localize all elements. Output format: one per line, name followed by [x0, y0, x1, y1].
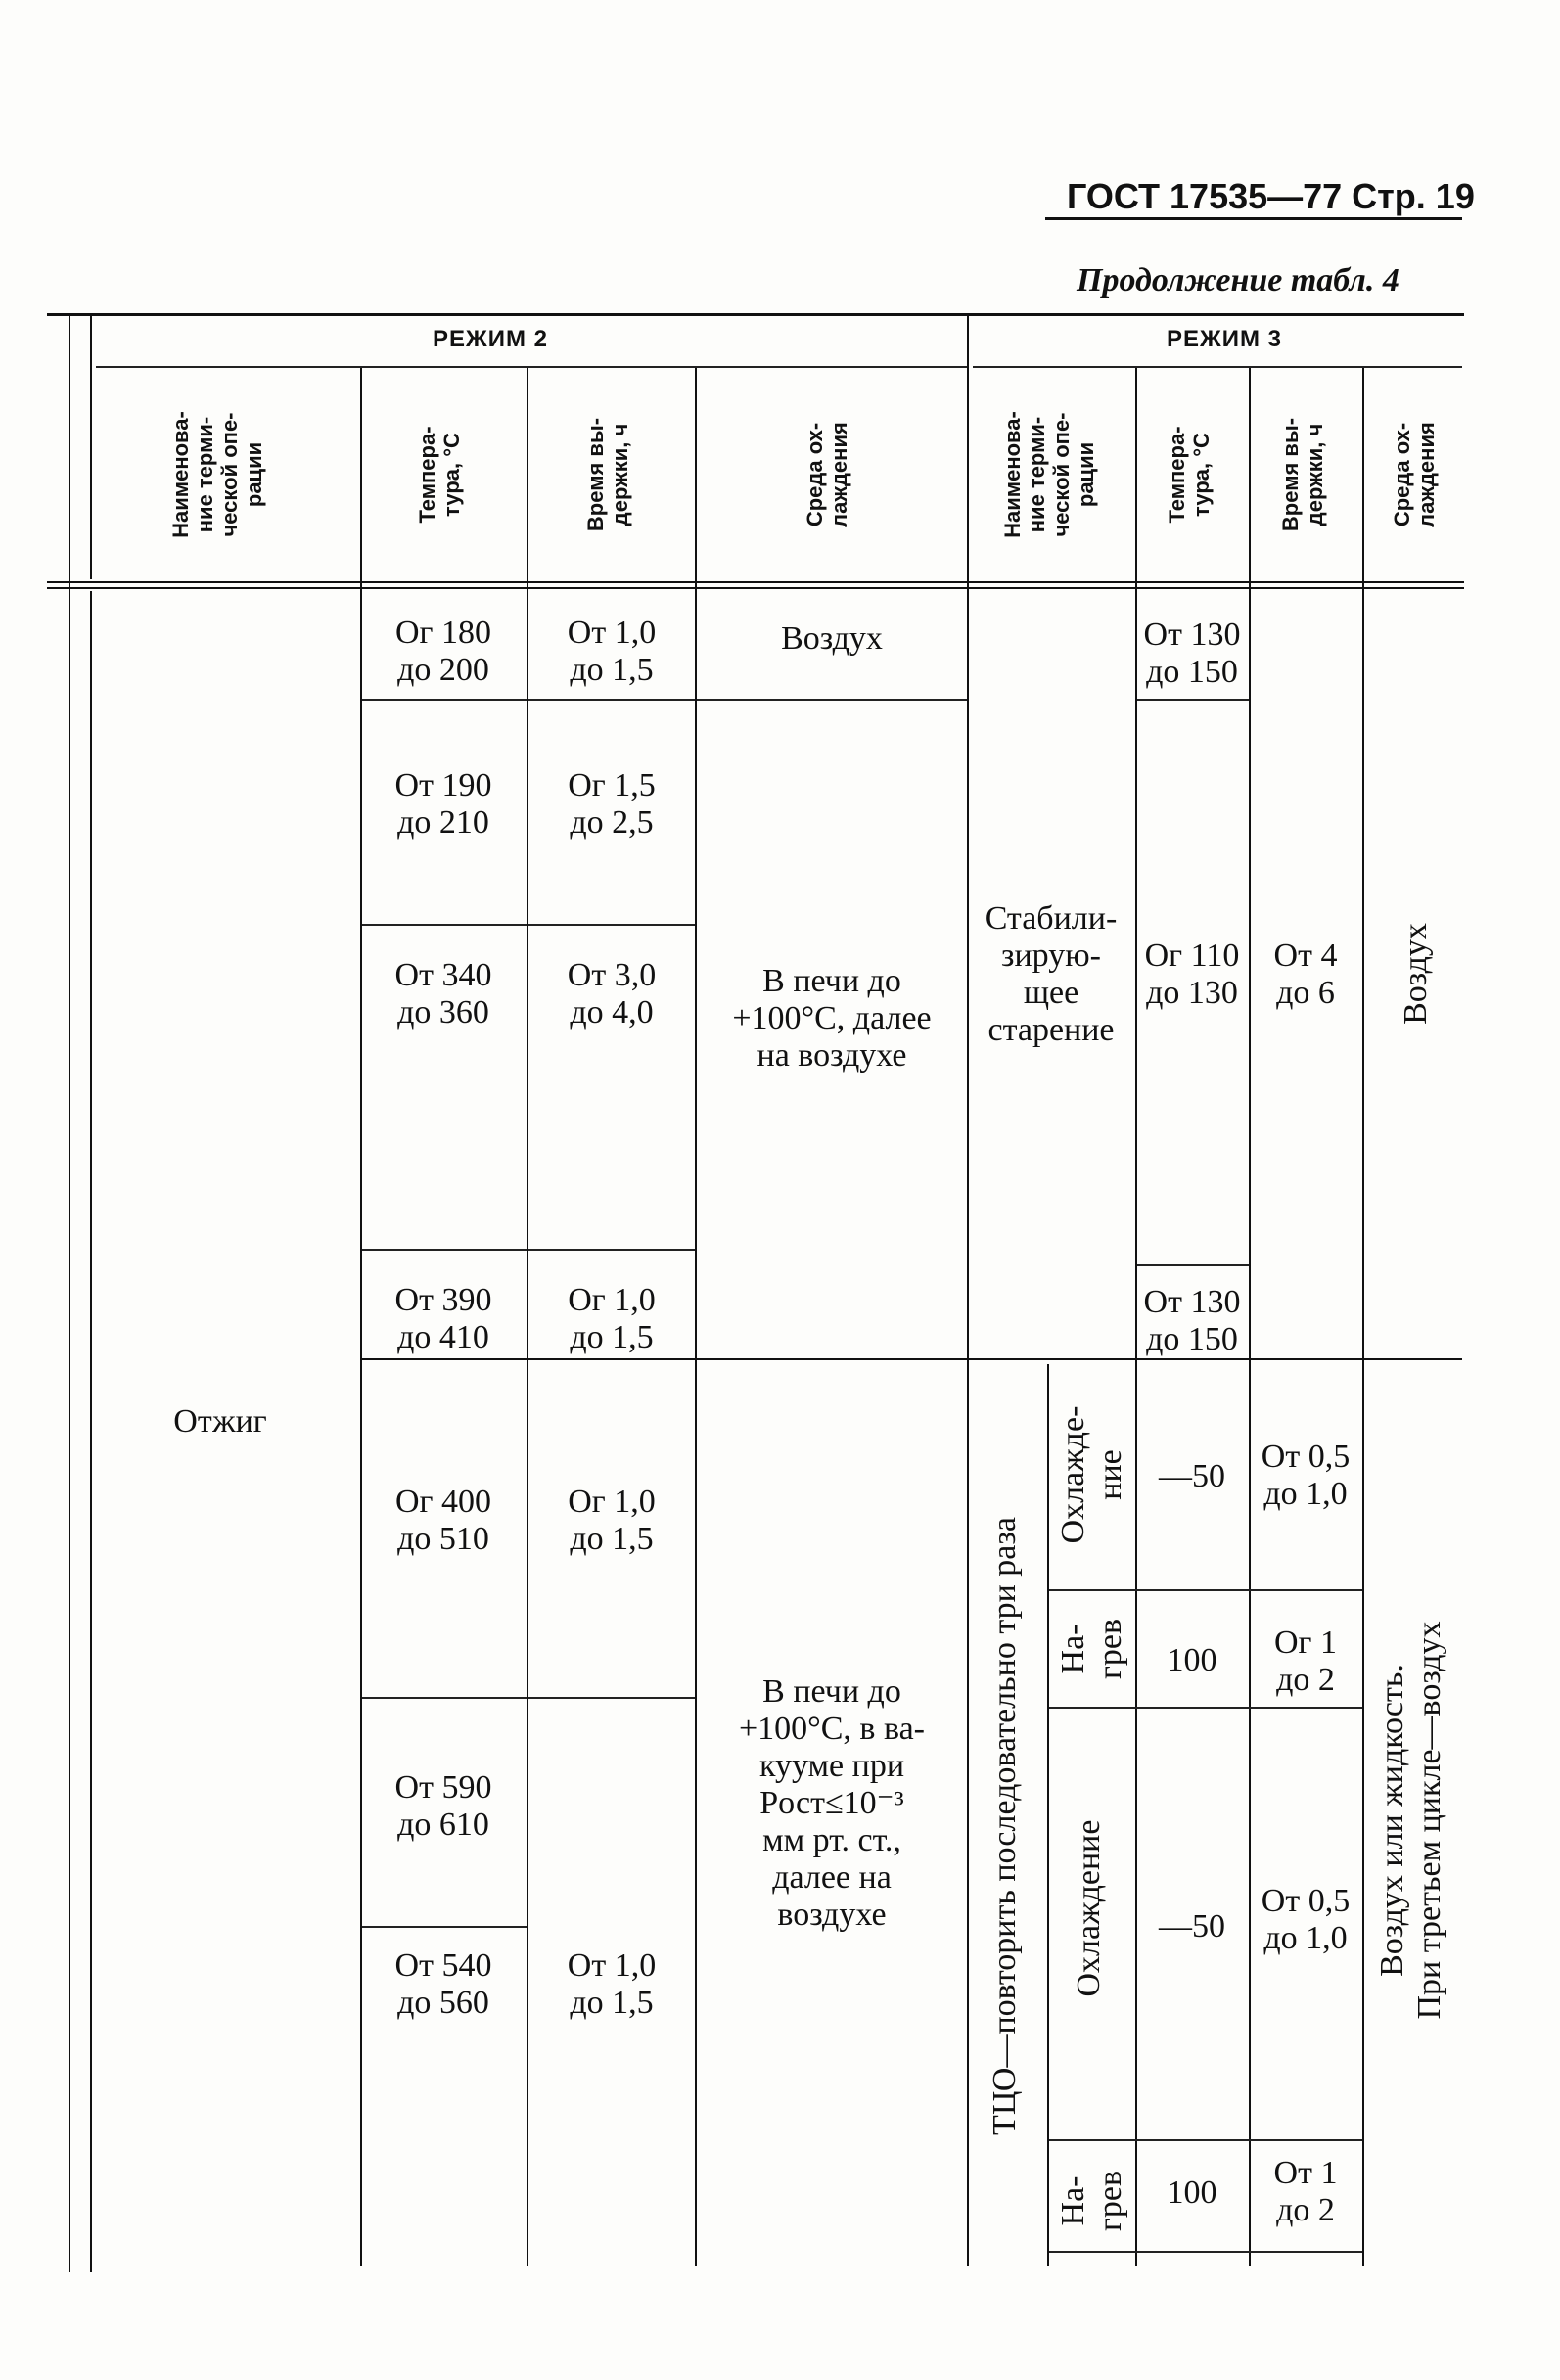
mode3-tco-label: ТЦО—повторить последовательно три раза [986, 1517, 1023, 2135]
mode3-tco-temp: —50 [1159, 1458, 1225, 1494]
mode3-sub-heat2: На- грев [1055, 2170, 1128, 2232]
sep [362, 1926, 527, 1928]
hdr-op-name-2: Наименова- ние терми- ческой опе- рации [168, 411, 266, 538]
mode2-temp: От 540 до 560 [394, 1947, 492, 2021]
hdr-op-name-3: Наименова- ние терми- ческой опе- рации [1000, 411, 1098, 538]
mode2-time: Ог 1,0 до 1,5 [568, 1484, 656, 1557]
mode3-stab-temp: От 130 до 150 [1143, 617, 1241, 690]
col3-time-left [1249, 368, 1251, 2266]
header-bottom-rule [47, 581, 1464, 583]
sep [528, 699, 695, 701]
tco-subcol-line [1047, 1364, 1049, 2266]
mode3-tco-time: От 0,5 до 1,0 [1261, 1883, 1351, 1956]
mode3-tco-temp: —50 [1159, 1908, 1225, 1945]
mode3-tco-medium: Воздух или жидкость. При третьем цикле—воздух [1374, 1621, 1447, 2020]
sep [362, 924, 527, 926]
table-caption: Продолжение табл. 4 [1077, 262, 1399, 298]
col-time-left [527, 368, 528, 2266]
hdr-time-3: Время вы- держки, ч [1278, 417, 1327, 532]
hdr-temp-3: Темпера- тура, °С [1165, 426, 1214, 524]
mode2-time: Ог 1,0 до 1,5 [568, 1282, 656, 1355]
table-top-rule [47, 313, 1464, 316]
header-bottom-rule-2 [47, 587, 1464, 589]
mode2-time: От 3,0 до 4,0 [567, 957, 657, 1030]
mode2-temp: Ог 400 до 510 [395, 1484, 491, 1557]
mode2-medium: Воздух [781, 620, 883, 657]
mode3-left [967, 315, 969, 2266]
sep [362, 699, 527, 701]
hdr-medium-2: Среда ох- лаждения [803, 422, 851, 527]
mode2-temp: От 390 до 410 [394, 1282, 492, 1355]
mode3-tco-time: От 0,5 до 1,0 [1261, 1439, 1351, 1512]
sep [1137, 699, 1249, 701]
sep [528, 924, 695, 926]
mode2-temp: Ог 180 до 200 [395, 615, 491, 688]
sep-major [362, 1358, 1462, 1360]
sep [1137, 1264, 1249, 1266]
header-left-border [90, 315, 92, 579]
mode2-temp: От 340 до 360 [394, 957, 492, 1030]
mode2-time: От 1,0 до 1,5 [567, 615, 657, 688]
sep [528, 1697, 695, 1699]
sep [697, 699, 967, 701]
hdr-temp-2: Темпера- тура, °С [415, 426, 464, 524]
hdr-medium-3: Среда ох- лаждения [1390, 422, 1439, 527]
mode3-label: РЕЖИМ 3 [1167, 326, 1282, 352]
mode2-time: От 1,0 до 1,5 [567, 1947, 657, 2021]
sep [362, 1249, 527, 1251]
body-left-border [90, 591, 92, 2272]
mode2-rule [96, 366, 967, 368]
mode3-stab-temp: Ог 110 до 130 [1144, 938, 1240, 1011]
col-temp-left [360, 368, 362, 2266]
sep [1049, 1707, 1362, 1709]
mode3-tco-temp: 100 [1167, 1642, 1217, 1678]
mode3-tco-temp: 100 [1167, 2174, 1217, 2211]
mode2-operation: Отжиг [173, 1403, 267, 1440]
mode2-time: Ог 1,5 до 2,5 [568, 767, 656, 841]
sep [1049, 2139, 1362, 2141]
mode3-tco-time: От 1 до 2 [1273, 2155, 1338, 2228]
sep [362, 1697, 527, 1699]
left-border [69, 315, 70, 2272]
sep [528, 1249, 695, 1251]
mode2-medium: В печи до +100°С, в ва- кууме при Pост≤10⁻³ мм рт. ст., далее на воздухе [738, 1673, 926, 1933]
mode2-temp: От 590 до 610 [394, 1769, 492, 1843]
mode2-label: РЕЖИМ 2 [433, 326, 548, 352]
page-title: ГОСТ 17535—77 Стр. 19 [1067, 176, 1475, 216]
mode3-sub-heat: На- грев [1055, 1618, 1128, 1680]
mode3-stab-medium: Воздух [1398, 923, 1434, 1025]
mode2-temp: От 190 до 210 [394, 767, 492, 841]
sep [1049, 1589, 1362, 1591]
mode3-rule [973, 366, 1462, 368]
mode3-sub-cool: Охлажде- ние [1055, 1405, 1128, 1544]
mode3-stab-time: От 4 до 6 [1273, 938, 1338, 1011]
hdr-time-2: Время вы- держки, ч [583, 417, 632, 532]
mode3-tco-time: Ог 1 до 2 [1274, 1625, 1337, 1698]
col3-medium-left [1362, 368, 1364, 2266]
mode2-medium: В печи до +100°С, далее на воздухе [732, 963, 932, 1074]
mode3-sub-cool2: Охлаждение [1071, 1819, 1107, 1997]
mode3-stab-operation: Стабили- зирую- щее старение [985, 900, 1118, 1048]
col-medium-left [695, 368, 697, 2266]
header-rule [1045, 217, 1462, 220]
mode3-stab-temp: От 130 до 150 [1143, 1284, 1241, 1357]
